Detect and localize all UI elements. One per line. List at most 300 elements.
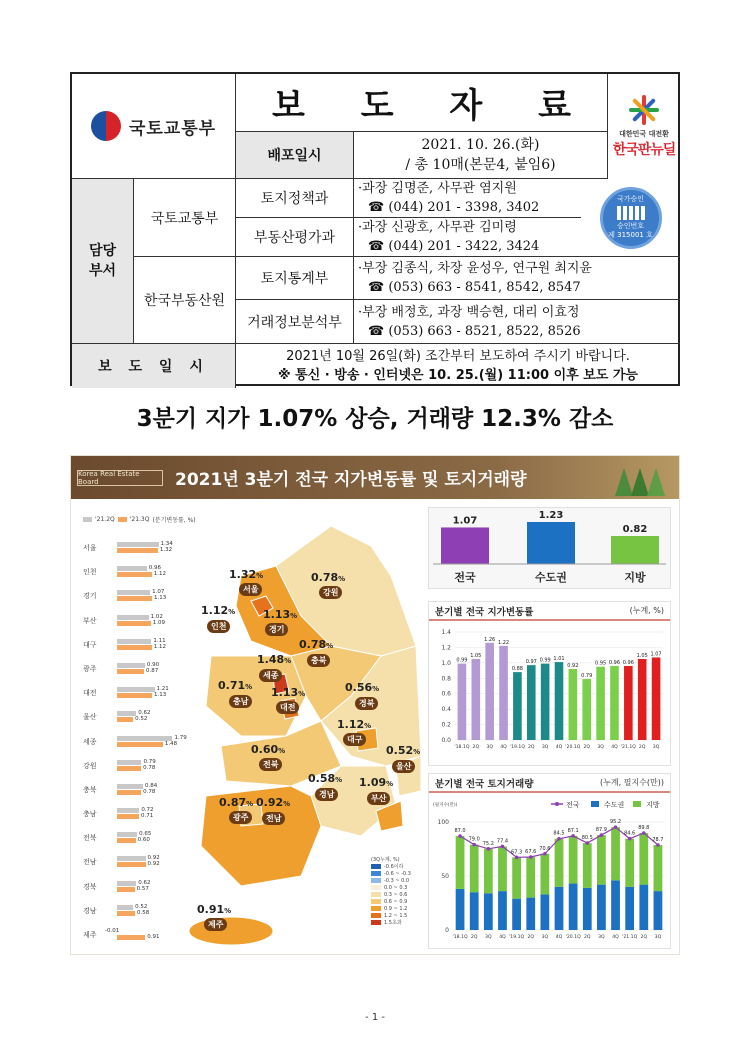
- volume-bar-metro: [569, 884, 578, 930]
- region-bar-curr: [117, 862, 146, 867]
- volume-legend-label: 수도권: [604, 801, 625, 809]
- volume-bar-metro: [540, 894, 549, 930]
- rate-bar: [555, 662, 564, 740]
- region-bar-value: 0.60: [137, 837, 150, 844]
- volume-total-value: 78.7: [652, 837, 664, 844]
- map-value-label: 0.91%: [197, 903, 232, 916]
- map-legend-row: 0.0 ~ 0.3: [371, 884, 411, 891]
- volume-xtick: 3Q: [485, 935, 492, 940]
- volume-total-value: 87.9: [595, 827, 607, 834]
- map-value-label: 0.60%: [251, 743, 286, 756]
- page-number: - 1 -: [365, 1012, 385, 1023]
- volume-xtick: 3Q: [541, 935, 549, 940]
- quarterly-rate-panel: [428, 601, 671, 766]
- rate-bar-value: 0.99: [456, 657, 468, 664]
- legend-curr-label: '21.3Q: [129, 516, 150, 523]
- volume-total-value: 67.3: [511, 849, 523, 856]
- region-name: 제주: [83, 931, 97, 939]
- summary-bar-value: 0.82: [622, 524, 648, 535]
- volume-bar-local: [654, 845, 663, 891]
- rate-bar: [527, 665, 536, 740]
- volume-xtick: 2Q: [470, 935, 478, 940]
- volume-total-value: 79.0: [468, 836, 480, 843]
- map-legend-row: 1.5초과: [371, 919, 411, 926]
- volume-bar-local: [498, 846, 507, 891]
- volume-bar-metro: [654, 891, 663, 930]
- document-title-cell: [236, 74, 608, 132]
- volume-bar-local: [625, 839, 634, 887]
- rate-bar: [596, 667, 605, 740]
- map-legend-row: 0.9 ~ 1.2: [371, 905, 411, 912]
- summary-bar-category: 수도권: [535, 571, 567, 584]
- infographic: [70, 455, 680, 955]
- stat-seal-number: 제 315001 호: [608, 231, 653, 239]
- map-value-label: 0.58%: [308, 772, 343, 785]
- org-molit: 국토교통부: [134, 179, 236, 257]
- rate-ytick: 0.4: [441, 706, 451, 714]
- summary-bar-panel: [428, 507, 671, 589]
- volume-bar-metro: [583, 888, 592, 930]
- region-bar-value: 1.09: [152, 619, 166, 626]
- volume-xtick: 2Q: [583, 935, 591, 940]
- region-name: 충남: [83, 810, 97, 819]
- region-name: 경기: [83, 592, 97, 601]
- region-name: 대전: [83, 689, 97, 698]
- contact-appraisal: [354, 218, 581, 257]
- map-region-tag: 경기: [265, 623, 288, 636]
- volume-bar-local: [555, 839, 564, 887]
- map-legend-row: 0.6 ~ 0.9: [371, 898, 411, 905]
- rate-ytick: 0.0: [441, 737, 451, 744]
- rate-xtick: 3Q: [597, 745, 604, 750]
- map-legend-title: (3Q누계, %): [371, 857, 400, 863]
- region-name: 강원: [83, 761, 97, 770]
- national-statistics-mark: [581, 179, 680, 257]
- region-bar-value: 1.07: [152, 589, 165, 596]
- region-row-6: [83, 683, 193, 707]
- region-row-4: [83, 635, 193, 659]
- rate-bar-value: 1.26: [484, 636, 496, 643]
- summary-bar-value: 1.07: [452, 515, 478, 527]
- summary-bar-category: 지방: [624, 571, 646, 584]
- contact-land-policy: [354, 179, 581, 218]
- ministry-logo: [72, 74, 236, 179]
- map-region-tag: 대구: [343, 733, 366, 746]
- quarterly-volume-panel: [428, 773, 671, 949]
- map-legend-row: -0.3 ~ 0.0: [371, 877, 411, 884]
- volume-bar-metro: [611, 880, 620, 930]
- volume-bar-local: [526, 857, 535, 898]
- legend-curr-swatch: [118, 517, 127, 522]
- region-row-7: [83, 707, 193, 731]
- volume-legend-swatch: [633, 801, 641, 807]
- region-bar-prev: [117, 687, 155, 692]
- quarterly-volume-unit: (누계, 필지수(만)): [600, 778, 664, 787]
- volume-bar-metro: [512, 899, 521, 930]
- volume-total-point: [529, 855, 533, 859]
- volume-total-value: 67.6: [525, 848, 537, 855]
- rate-xtick: 2Q: [527, 745, 535, 750]
- document-title: 보 도 자 료: [272, 86, 593, 126]
- map-legend: [371, 856, 411, 926]
- volume-bar-local: [484, 849, 493, 893]
- region-bar-value: 1.48: [164, 740, 178, 747]
- korean-new-deal-logo: [608, 74, 680, 179]
- rate-xtick: 3Q: [486, 745, 493, 750]
- ministry-emblem-icon: [91, 111, 121, 141]
- map-value-label: 1.13%: [263, 608, 298, 621]
- summary-bar-value: 1.23: [538, 510, 564, 521]
- stat-seal-top: 국가승인: [616, 195, 645, 203]
- region-bar-value: 1.12: [153, 643, 166, 650]
- volume-xtick: '21.1Q: [622, 935, 638, 940]
- map-value-label: 0.56%: [345, 681, 380, 694]
- map-region-tag: 전남: [262, 812, 285, 825]
- rate-bar-value: 0.96: [608, 659, 621, 666]
- rate-ytick: 1.0: [441, 659, 451, 667]
- region-bar-value: 0.72: [141, 807, 154, 814]
- rate-bar-value: 0.95: [595, 660, 607, 667]
- contact-phone: ☎ (044) 201 - 3422, 3424: [368, 239, 540, 254]
- volume-bar-metro: [625, 887, 634, 930]
- volume-bar-local: [569, 836, 578, 884]
- volume-total-point: [472, 843, 476, 847]
- rate-bar-value: 0.92: [567, 663, 579, 670]
- region-name: 광주: [83, 664, 97, 673]
- region-row-16: [83, 925, 193, 949]
- department-label: [72, 179, 134, 344]
- rate-ytick: 1.2: [441, 644, 451, 652]
- trees-icon: [611, 460, 671, 496]
- release-line2: ※ 통신 · 방송 · 인터넷은 10. 25.(월) 11:00 이후 보도 가능: [278, 368, 638, 383]
- map-value-label: 0.52%: [386, 744, 421, 757]
- distribution-label: 배포일시: [236, 132, 354, 179]
- rate-xtick: 4Q: [500, 745, 507, 750]
- volume-total-value: 75.2: [482, 840, 494, 847]
- legend-prev-swatch: [83, 517, 92, 522]
- region-name: 전북: [83, 834, 97, 843]
- region-name: 인천: [83, 568, 97, 577]
- volume-bar-metro: [470, 892, 479, 930]
- region-bar-value: 0.84: [145, 782, 158, 789]
- new-deal-burst-icon: [629, 95, 659, 125]
- distribution-value: [354, 132, 608, 179]
- region-row-8: [83, 732, 193, 756]
- region-bar-value: 1.79: [174, 734, 187, 741]
- volume-total-point: [515, 856, 519, 860]
- region-bar-curr: [117, 693, 152, 698]
- contact-phone: ☎ (053) 663 - 8541, 8542, 8547: [368, 280, 581, 295]
- volume-total-point: [501, 845, 505, 849]
- rate-xtick: 3Q: [541, 745, 549, 750]
- region-row-15: [83, 901, 193, 925]
- rate-xtick: 2Q: [472, 745, 480, 750]
- division-transaction: 거래정보분석부: [236, 300, 354, 344]
- map-value-label: 1.13%: [271, 686, 306, 699]
- reb-badge: Korea Real Estate Board: [77, 470, 163, 486]
- region-name: 경남: [83, 906, 97, 915]
- region-row-1: [83, 562, 193, 586]
- division-land-policy: 토지정책과: [236, 179, 354, 218]
- volume-bar-local: [540, 854, 549, 895]
- contact-staff: ·과장 김명준, 사무관 염지원: [358, 181, 517, 196]
- region-name: 경북: [83, 882, 97, 891]
- rate-xtick: '20.1Q: [565, 745, 581, 750]
- rate-xtick: 4Q: [611, 745, 618, 750]
- rate-bar-value: 1.05: [470, 653, 482, 659]
- department-label-line2: 부서: [88, 263, 117, 279]
- volume-total-point: [487, 847, 491, 851]
- summary-bar: [441, 527, 489, 564]
- press-release-header: [70, 72, 680, 386]
- region-row-5: [83, 659, 193, 683]
- region-bar-prev: [117, 639, 151, 644]
- region-bar-value: 0.91: [147, 934, 160, 940]
- rate-bar: [610, 666, 619, 740]
- release-label: 보 도 일 시: [72, 344, 236, 388]
- statistics-seal-icon: [600, 187, 662, 249]
- region-name: 부산: [83, 616, 97, 625]
- volume-legend-label: 전국: [566, 801, 580, 809]
- map-legend-row: -0.6 ~ -0.3: [371, 870, 411, 877]
- rate-ytick: 0.8: [441, 675, 451, 683]
- volume-total-point: [628, 837, 632, 841]
- map-region-tag: 충북: [307, 654, 330, 667]
- map-legend-row: -0.6이하: [371, 863, 411, 870]
- region-bar-prev: [117, 615, 149, 620]
- summary-bar: [611, 536, 659, 564]
- rate-bar: [582, 679, 591, 740]
- rate-xtick: '18.1Q: [454, 745, 470, 750]
- rate-xtick: 4Q: [555, 745, 563, 750]
- map-region-tag: 인천: [207, 620, 230, 633]
- rate-bar: [569, 669, 578, 740]
- region-bar-curr: [117, 596, 152, 601]
- region-row-10: [83, 780, 193, 804]
- quarterly-volume-chart: [429, 794, 670, 950]
- region-bar-prev: [117, 905, 133, 910]
- map-region-tag: 광주: [229, 811, 252, 824]
- region-bar-value: 0.79: [143, 758, 156, 765]
- region-name: 대구: [83, 640, 97, 649]
- rate-bar: [652, 657, 661, 740]
- region-bar-prev: [117, 590, 150, 595]
- region-bar-value: 0.87: [145, 667, 159, 674]
- volume-ylabel: (필지수(만)): [433, 803, 458, 808]
- volume-bar-metro: [456, 889, 465, 930]
- region-bar-prev: [117, 663, 145, 668]
- contact-staff: ·과장 신광호, 사무관 김미령: [358, 220, 517, 235]
- region-bar-value: 1.21: [156, 686, 169, 693]
- volume-xtick: 2Q: [640, 935, 648, 940]
- division-land-stats: 토지통계부: [236, 257, 354, 300]
- map-value-label: 0.92%: [256, 796, 291, 809]
- rate-xtick: 2Q: [583, 745, 591, 750]
- map-value-label: 1.12%: [337, 718, 372, 731]
- contact-transaction: [354, 300, 680, 344]
- rate-ytick: 0.2: [441, 721, 451, 729]
- quarterly-volume-title: 분기별 전국 토지거래량: [435, 779, 534, 790]
- rate-ytick: 1.4: [441, 629, 451, 636]
- map-value-label: 1.32%: [229, 568, 264, 581]
- volume-total-value: 87.0: [454, 828, 466, 835]
- contact-phone: ☎ (053) 663 - 8521, 8522, 8526: [368, 323, 581, 339]
- region-row-9: [83, 756, 193, 780]
- volume-bar-local: [583, 843, 592, 888]
- rate-bar: [485, 643, 494, 740]
- volume-xtick: 4Q: [499, 935, 506, 940]
- rate-bar: [638, 659, 647, 740]
- infographic-title: 2021년 3분기 전국 지가변동률 및 토지거래량: [175, 470, 527, 490]
- region-bar-value: 0.65: [139, 831, 152, 838]
- region-bar-value: 1.32: [159, 547, 173, 553]
- volume-bar-metro: [555, 887, 564, 930]
- region-bar-curr: [117, 814, 139, 819]
- region-name: 전남: [83, 858, 97, 867]
- region-row-2: [83, 586, 193, 610]
- department-label-line1: 담당: [88, 243, 117, 259]
- region-bar-value: 1.13: [154, 595, 167, 602]
- volume-legend-swatch: [591, 801, 599, 807]
- release-line1: 2021년 10월 26일(화) 조간부터 보도하여 주시기 바랍니다.: [286, 349, 630, 364]
- region-bar-curr: [117, 911, 135, 916]
- region-bar-prev: [117, 832, 137, 837]
- volume-total-point: [656, 843, 660, 847]
- quarterly-rate-chart: [429, 622, 670, 767]
- map-region-tag: 충남: [229, 695, 252, 708]
- map-jeju: [189, 917, 273, 945]
- rate-bar: [472, 659, 481, 740]
- map-region-tag: 제주: [204, 918, 227, 931]
- legend-unit: (분기변동률, %): [152, 517, 196, 524]
- map-region-tag: 경북: [355, 697, 378, 710]
- contact-phone: ☎ (044) 201 - 3398, 3402: [368, 200, 540, 215]
- region-name: 충북: [83, 785, 97, 794]
- region-bar-value: 0.96: [148, 565, 161, 572]
- map-value-label: 0.71%: [218, 679, 253, 692]
- region-bar-prev: [117, 711, 136, 716]
- volume-legend-label: 지방: [646, 801, 660, 809]
- volume-xtick: 4Q: [612, 935, 619, 940]
- rate-xtick: '21.1Q: [620, 745, 636, 750]
- map-region-tag: 부산: [367, 792, 390, 805]
- volume-total-point: [571, 834, 575, 838]
- region-bar-curr: [117, 887, 135, 892]
- rate-bar: [541, 664, 550, 740]
- rate-bar-value: 1.05: [636, 653, 648, 659]
- volume-xtick: 4Q: [555, 935, 563, 940]
- region-bar-value: 0.78: [143, 788, 156, 795]
- new-deal-name: 한국판뉴딜: [612, 141, 676, 158]
- rate-xtick: 2Q: [638, 745, 646, 750]
- map-region-tag: 전북: [259, 758, 282, 771]
- region-bar-curr: [117, 790, 141, 795]
- region-bar-prev: [117, 566, 147, 571]
- contact-staff: ·부장 배정호, 과장 백승현, 대리 이효정: [358, 304, 580, 320]
- volume-bar-local: [639, 833, 648, 885]
- region-bar-value: 0.71: [141, 813, 154, 820]
- region-bar-curr: [117, 838, 136, 843]
- new-deal-slogan: 대한민국 대전환: [619, 129, 669, 138]
- region-name: 서울: [83, 544, 97, 552]
- volume-xtick: 3Q: [654, 935, 662, 940]
- volume-xtick: '18.1Q: [452, 935, 468, 940]
- summary-bar: [527, 522, 575, 564]
- summary-bar-chart: [429, 508, 670, 588]
- volume-bar-local: [611, 827, 620, 880]
- region-bar-prev: [117, 881, 136, 886]
- volume-ytick: 100: [437, 819, 449, 826]
- distribution-pages: / 총 10매(본문4, 붙임6): [405, 157, 556, 173]
- volume-total-value: 95.2: [609, 819, 622, 826]
- region-bar-curr: [117, 742, 163, 747]
- region-bar-value: 0.52: [135, 903, 148, 910]
- region-bar-value: 0.52: [135, 716, 148, 723]
- volume-total-point: [614, 825, 618, 829]
- region-bar-curr: [117, 621, 151, 626]
- rate-bar: [513, 672, 522, 740]
- volume-total-value: 77.4: [496, 838, 509, 845]
- volume-total-point: [585, 841, 589, 845]
- region-bar-value: -0.01: [105, 928, 120, 934]
- region-row-13: [83, 852, 193, 876]
- rate-bar-value: 0.99: [539, 657, 551, 664]
- rate-xtick: '19.1Q: [509, 745, 525, 750]
- volume-xtick: '19.1Q: [509, 935, 525, 940]
- release-value: [236, 344, 680, 388]
- map-value-label: 1.12%: [201, 604, 236, 617]
- summary-bar-category: 전국: [454, 571, 476, 584]
- headline: 3분기 지가 1.07% 상승, 거래량 12.3% 감소: [136, 406, 614, 432]
- rate-bar-value: 0.79: [581, 673, 593, 680]
- rate-bar-value: 0.88: [511, 666, 523, 673]
- rate-bar-value: 1.07: [650, 651, 662, 658]
- volume-xtick: 3Q: [598, 935, 605, 940]
- region-bar-value: 0.90: [146, 661, 160, 668]
- region-bar-curr: [117, 766, 141, 771]
- region-bar-value: 1.13: [154, 692, 167, 699]
- volume-total-point: [543, 852, 547, 856]
- volume-bar-metro: [484, 893, 493, 930]
- map-value-label: 1.09%: [359, 776, 394, 789]
- region-row-12: [83, 828, 193, 852]
- map-value-label: 0.78%: [311, 571, 346, 584]
- map-region-tag: 경남: [315, 788, 338, 801]
- region-row-11: [83, 804, 193, 828]
- volume-total-value: 87.1: [567, 827, 579, 834]
- volume-bar-metro: [498, 891, 507, 930]
- map-region-tag: 대전: [276, 701, 299, 714]
- map-legend-row: 0.3 ~ 0.6: [371, 891, 411, 898]
- division-appraisal: 부동산평가과: [236, 218, 354, 257]
- infographic-header: [71, 456, 679, 499]
- region-bar-curr: [117, 645, 152, 650]
- map-value-label: 0.87%: [219, 796, 254, 809]
- map-value-label: 1.48%: [257, 653, 292, 666]
- region-bar-value: 1.02: [150, 613, 163, 620]
- stat-seal-label: 승인번호: [616, 222, 645, 230]
- region-bar-curr: [117, 572, 152, 577]
- rate-bar: [499, 646, 508, 740]
- org-reb: 한국부동산원: [134, 257, 236, 344]
- region-bar-value: 1.11: [153, 637, 166, 644]
- region-bar-value: 1.34: [160, 541, 173, 547]
- volume-bar-local: [512, 857, 521, 898]
- quarterly-rate-title: 분기별 전국 지가변동률: [435, 607, 534, 618]
- volume-ytick: 50: [441, 873, 449, 880]
- contact-staff: ·부장 김종식, 차장 윤성우, 연구원 최지윤: [358, 261, 592, 276]
- volume-bar-metro: [526, 898, 535, 930]
